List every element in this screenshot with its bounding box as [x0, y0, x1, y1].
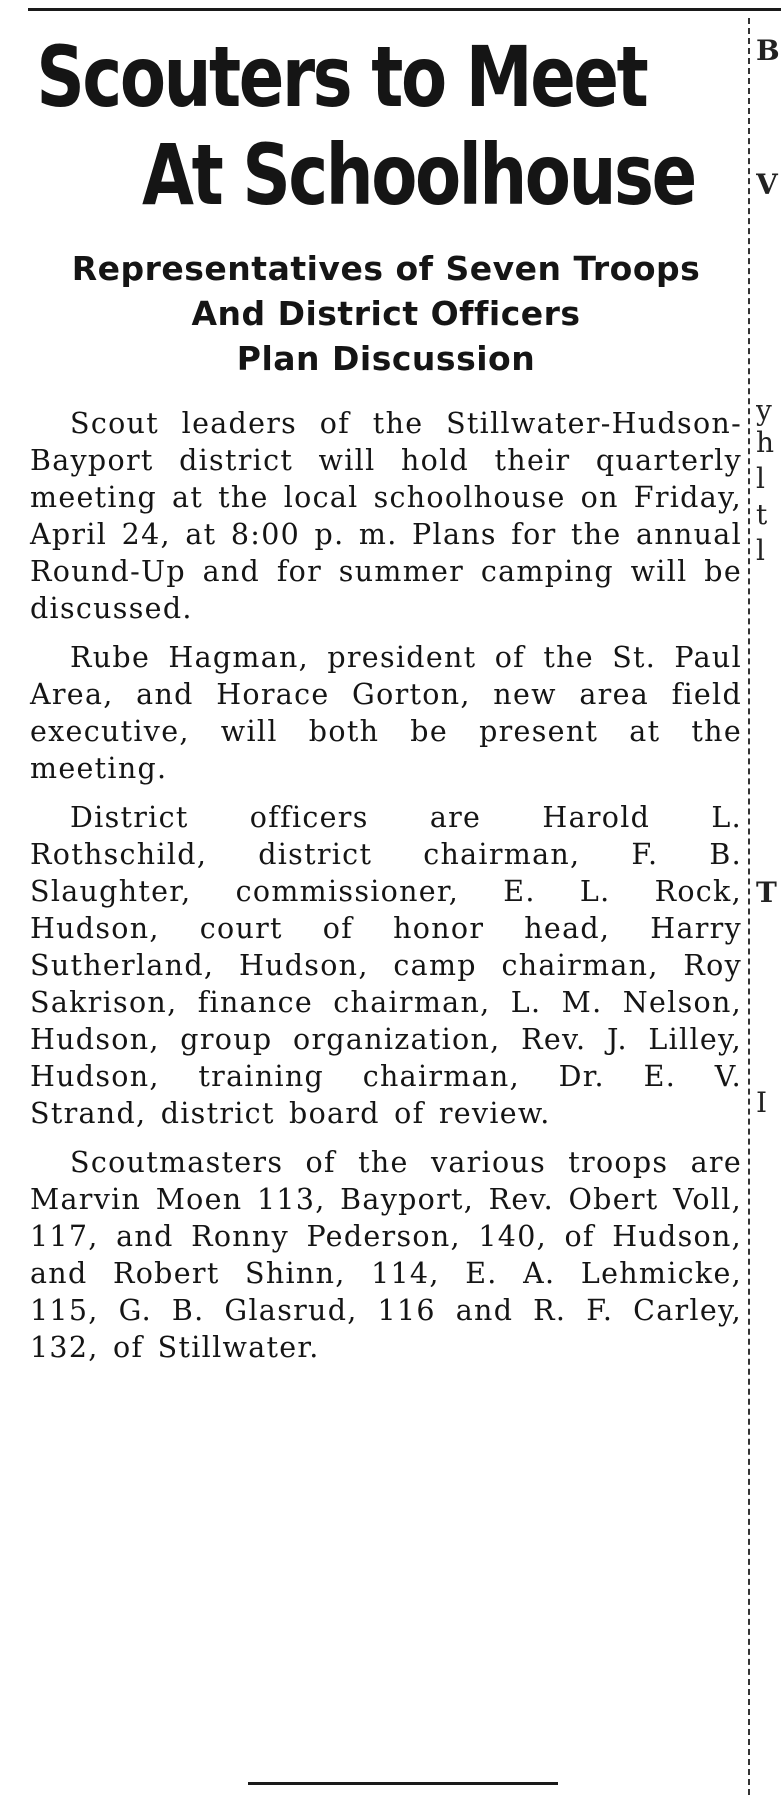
- headline-line-2: At Schoolhouse: [142, 126, 695, 224]
- subhead-line-1: Representatives of Seven Troops: [71, 249, 701, 288]
- neighbor-fragment: t: [756, 498, 768, 531]
- paragraph-officers: District officers are Harold L. Rothschild, district chairman, F. B. Slaughter, commissioner, E. L. Rock, Hudson, court of honor head, Harry Sutherland, Hudson, camp chairman, Roy Sakrison, finance chairman, L. M. Nelson, Hudson, group organization, Rev. J. Lilley, Hudson, training chairman, Dr. E. V. Strand, district board of review.: [30, 801, 742, 1130]
- news-article: [30, 28, 742, 1378]
- end-rule: [248, 1782, 558, 1785]
- column-divider: [748, 18, 750, 1795]
- subhead-line-3: Plan Discussion: [236, 339, 536, 378]
- headline: [30, 28, 742, 224]
- headline-line-1: Scouters to Meet: [36, 28, 647, 126]
- paragraph-guests: Rube Hagman, president of the St. Paul Area, and Horace Gorton, new area field executive, will both be present at the meeting.: [30, 641, 742, 785]
- neighbor-fragment: V: [756, 168, 778, 201]
- paragraph-meeting: Scout leaders of the Stillwater-Hudson-Bayport district will hold their quarterly meeting at the local schoolhouse on Friday, April 24, at 8:00 p. m. Plans for the annual Round-Up and for summer camping will be discussed.: [30, 407, 742, 625]
- neighbor-fragment: B: [756, 34, 780, 67]
- top-rule: [28, 8, 781, 11]
- neighbor-fragment: h: [756, 426, 775, 459]
- neighbor-fragment: l: [756, 534, 765, 567]
- neighbor-fragment: l: [756, 462, 765, 495]
- subheadline: [30, 246, 742, 381]
- neighbor-fragment: I: [756, 1086, 768, 1119]
- subhead-line-2: And District Officers: [191, 294, 581, 333]
- neighbor-fragment: T: [756, 876, 777, 909]
- article-body: [30, 405, 742, 1366]
- paragraph-scoutmasters: Scoutmasters of the various troops are Marvin Moen 113, Bayport, Rev. Obert Voll, 117, and Ronny Pederson, 140, of Hudson, and Robert Shinn, 114, E. A. Lehmicke, 115, G. B. Glasrud, 116 and R. F. Carley, 132, of Stillwater.: [30, 1146, 742, 1364]
- neighbor-fragment: y: [756, 394, 772, 427]
